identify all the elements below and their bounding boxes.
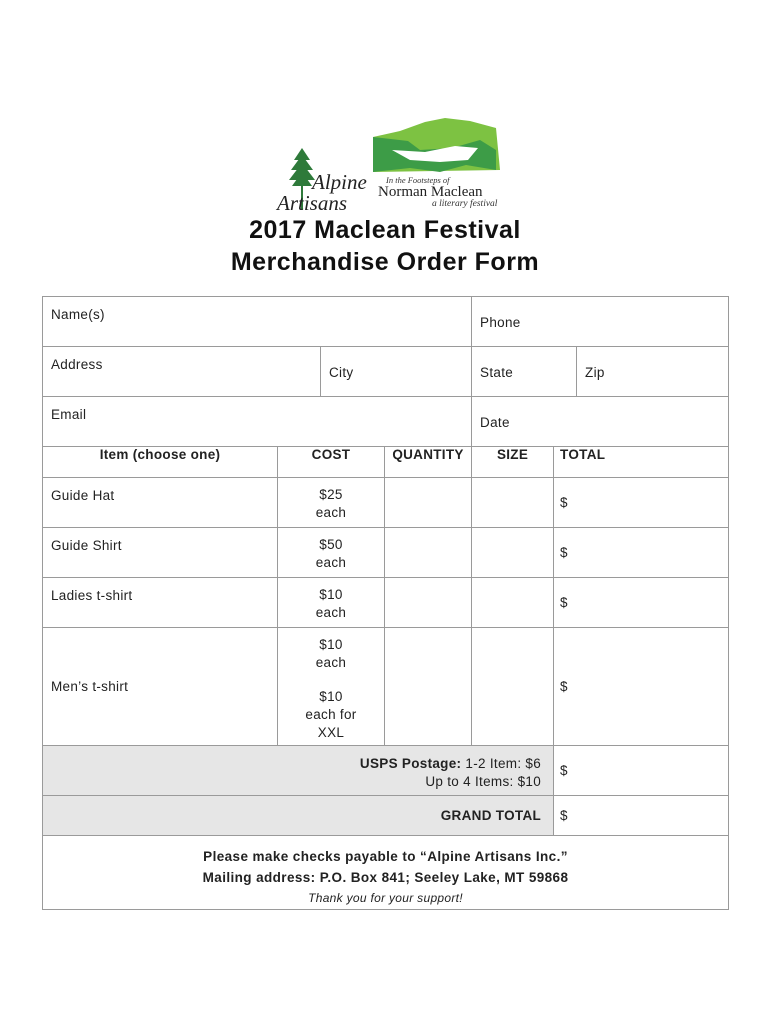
checks-payable-note: Please make checks payable to “Alpine Artisans Inc.” — [203, 849, 568, 864]
state-label: State — [480, 365, 514, 380]
item-name: Men’s t-shirt — [43, 628, 278, 746]
form-title-line1: 2017 Maclean Festival — [249, 216, 521, 244]
xxl-cost-amount: $10 — [319, 689, 343, 704]
item-name: Guide Hat — [43, 478, 278, 528]
name-label: Name(s) — [51, 307, 105, 322]
order-form-table — [42, 296, 729, 910]
item-cost — [278, 478, 385, 528]
alpine-logo-line2: Artisans — [277, 191, 348, 215]
postage-line2: Up to 4 Items: $10 — [425, 774, 542, 789]
name-field[interactable] — [43, 297, 472, 347]
cost-amount: $10 — [319, 637, 343, 652]
cost-amount: $50 — [319, 537, 343, 552]
item-cost — [278, 578, 385, 628]
postage-line1: 1-2 Item: $6 — [465, 756, 542, 771]
item-cost — [278, 628, 385, 746]
header-logos — [0, 0, 770, 215]
cost-amount: $25 — [319, 487, 343, 502]
total-input[interactable]: $ — [554, 628, 729, 746]
postage-title: USPS Postage: — [359, 756, 462, 771]
grand-total-row — [43, 796, 729, 836]
cost-unit: each — [315, 655, 347, 670]
quantity-input[interactable] — [385, 578, 472, 628]
maclean-logo-name: Norman Maclean — [378, 184, 483, 200]
city-label: City — [329, 365, 354, 380]
phone-label: Phone — [480, 315, 521, 330]
alpine-artisans-logo — [275, 148, 367, 215]
grand-total-label: GRAND TOTAL — [43, 796, 554, 836]
postage-label — [43, 746, 554, 796]
maclean-logo-small: In the Footsteps of — [386, 175, 450, 185]
header-quantity: QUANTITY — [385, 447, 472, 478]
header-item: Item (choose one) — [43, 447, 278, 478]
xxl-cost-unit-2: XXL — [317, 725, 345, 740]
header-cost: COST — [278, 447, 385, 478]
maclean-logo-sub: a literary festival — [432, 199, 498, 209]
quantity-input[interactable] — [385, 478, 472, 528]
date-field[interactable] — [472, 397, 729, 447]
cost-unit: each — [315, 555, 347, 570]
header-total: TOTAL — [554, 447, 729, 478]
form-title-line2: Merchandise Order Form — [230, 248, 540, 276]
thank-you-note: Thank you for your support! — [308, 891, 463, 905]
postage-total-input[interactable]: $ — [554, 746, 729, 796]
grand-total-input[interactable]: $ — [554, 796, 729, 836]
email-field[interactable] — [43, 397, 472, 447]
footer-row — [43, 836, 729, 910]
date-label: Date — [480, 415, 510, 430]
item-cost — [278, 528, 385, 578]
total-input[interactable]: $ — [554, 528, 729, 578]
item-name: Ladies t-shirt — [43, 578, 278, 628]
order-header-row — [43, 447, 729, 478]
footer-notes — [43, 836, 729, 910]
table-row — [43, 578, 729, 628]
zip-label: Zip — [585, 365, 605, 380]
address-field[interactable] — [43, 347, 321, 397]
total-input[interactable]: $ — [554, 578, 729, 628]
city-field[interactable] — [321, 347, 472, 397]
table-row — [43, 528, 729, 578]
size-input[interactable] — [472, 478, 554, 528]
postage-row — [43, 746, 729, 796]
size-input[interactable] — [472, 628, 554, 746]
phone-field[interactable] — [472, 297, 729, 347]
xxl-cost-unit: each for — [305, 707, 357, 722]
cost-amount: $10 — [319, 587, 343, 602]
table-row — [43, 628, 729, 746]
cost-unit: each — [315, 605, 347, 620]
table-row — [43, 478, 729, 528]
alpine-logo-line1: Alpine — [312, 170, 367, 194]
state-field[interactable] — [472, 347, 577, 397]
total-input[interactable]: $ — [554, 478, 729, 528]
quantity-input[interactable] — [385, 628, 472, 746]
item-name: Guide Shirt — [43, 528, 278, 578]
maclean-festival-logo — [373, 118, 500, 209]
address-label: Address — [51, 357, 103, 372]
size-input[interactable] — [472, 528, 554, 578]
zip-field[interactable] — [577, 347, 729, 397]
size-input[interactable] — [472, 578, 554, 628]
email-label: Email — [51, 407, 87, 422]
header-size: SIZE — [472, 447, 554, 478]
cost-unit: each — [315, 505, 347, 520]
quantity-input[interactable] — [385, 528, 472, 578]
mailing-address: Mailing address: P.O. Box 841; Seeley Lake, MT 59868 — [202, 870, 569, 885]
